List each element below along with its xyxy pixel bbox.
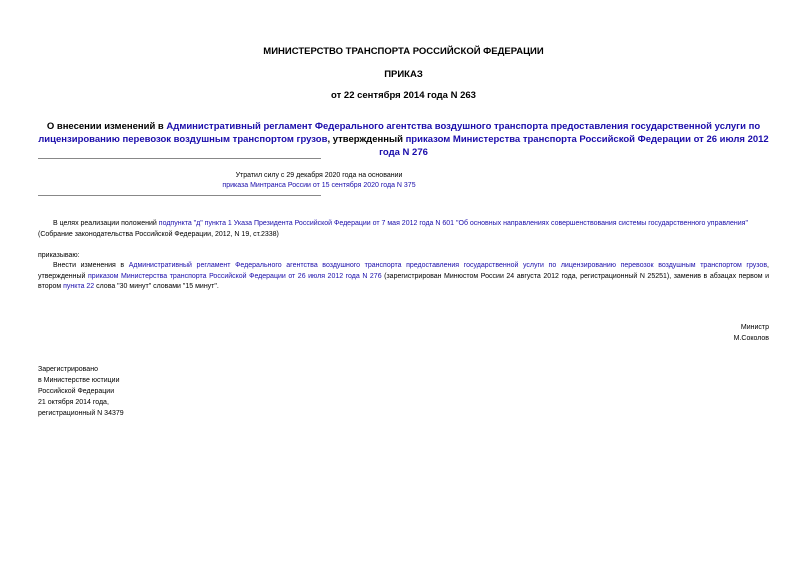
signature-block [734, 322, 769, 344]
status-note: Утратил силу с 29 декабря 2020 года на основании [235, 172, 403, 179]
status-note-link-line [38, 182, 600, 189]
divider-top [38, 158, 321, 159]
para3-clause-link[interactable]: пункта 22 [63, 283, 95, 290]
para3-suffix: слова "30 минут" словами "15 минут". [94, 283, 219, 290]
para1-suffix: (Собрание законодательства Российской Федерации, 2012, N 19, ст.2338) [38, 230, 279, 238]
para3-prefix: Внести изменения в [53, 262, 129, 269]
signature-position: Министр [740, 324, 769, 331]
para1-prefix: В целях реализации положений [53, 220, 159, 227]
para3-regulation-link[interactable]: Административный регламент Федерального агентства воздушного транспорта предоставления государственной услуги по лицензированию перевозок воздушным транспортом грузов [128, 262, 768, 269]
para3-mid1: , утвержденный [38, 262, 769, 280]
paragraph-changes [38, 261, 769, 293]
registration-line-1: Зарегистрировано [38, 366, 98, 373]
registration-line-4: 21 октября 2014 года, [38, 399, 109, 406]
title-prefix: О внесении изменений в [46, 121, 167, 132]
paragraph-basis [38, 219, 769, 240]
document-date-number: от 22 сентября 2014 года N 263 [331, 90, 476, 101]
title-middle: , утвержденный [327, 134, 406, 145]
paragraph-order-word: приказываю: [38, 252, 80, 259]
ministry-heading: МИНИСТЕРСТВО ТРАНСПОРТА РОССИЙСКОЙ ФЕДЕРАЦИИ [263, 46, 544, 57]
decree-link[interactable]: подпункта "д" пункта 1 Указа Президента Российской Федерации от 7 мая 2012 года N 601 "Об основных направлениях совершенствования системы государственного управления" [158, 220, 748, 227]
title-regulation-link[interactable]: Административный регламент Федерального агентства воздушного транспорта предоставления государственной услуги по лицензированию перевозок воздушным транспортом грузов [38, 121, 761, 145]
divider-bottom [38, 195, 321, 196]
registration-line-2: в Министерстве юстиции [38, 377, 120, 384]
signature-name: М.Соколов [733, 335, 769, 342]
title-order-link[interactable]: приказом Министерства транспорта Российской Федерации от 26 июля 2012 года N 276 [379, 134, 769, 158]
document-title [30, 120, 777, 159]
para3-order-link[interactable]: приказом Министерства транспорта Российской Федерации от 26 июля 2012 года N 276 [88, 272, 382, 280]
repeal-order-link[interactable]: приказа Минтранса России от 15 сентября 2020 года N 375 [222, 182, 416, 189]
registration-line-5: регистрационный N 34379 [38, 410, 124, 417]
registration-block [38, 364, 124, 419]
registration-line-3: Российской Федерации [38, 388, 115, 395]
para3-mid2: (зарегистрирован Минюстом России 24 августа 2012 года, регистрационный N 25251), заменив в абзацах первом и втором [38, 272, 769, 290]
document-type-heading: ПРИКАЗ [384, 69, 423, 80]
